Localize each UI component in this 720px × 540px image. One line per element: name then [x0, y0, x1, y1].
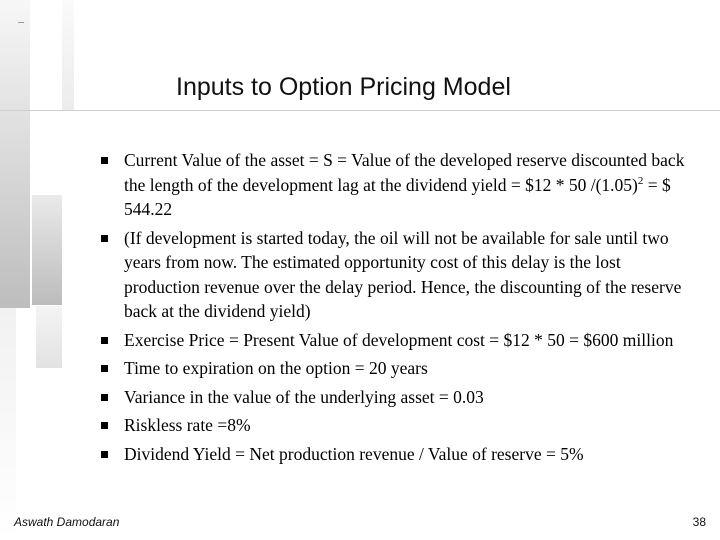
- bullet-square-icon: [101, 365, 108, 372]
- bullet-item: [98, 442, 698, 467]
- footer-author: Aswath Damodaran: [14, 515, 120, 529]
- bullet-item: [98, 226, 698, 324]
- bullet-list: [98, 148, 698, 470]
- bullet-square-icon: [101, 337, 108, 344]
- bullet-item: [98, 356, 698, 381]
- superscript: 2: [637, 174, 644, 187]
- title-divider: [0, 110, 720, 111]
- slide-title: Inputs to Option Pricing Model: [176, 73, 511, 101]
- decorative-tick: [18, 22, 24, 23]
- decorative-bar: [62, 0, 74, 110]
- bullet-text: = $ 544.22: [124, 174, 671, 219]
- bullet-text: Exercise Price = Present Value of development cost = $12 * 50 = $600 million: [124, 329, 674, 350]
- bullet-text: Current Value of the asset = S = Value of the developed reserve discounted back the length of the development lag at the dividend yield = $12 * 50 /(1.05): [124, 150, 685, 195]
- bullet-item: [98, 385, 698, 410]
- bullet-square-icon: [101, 422, 108, 429]
- bullet-text: Variance in the value of the underlying asset = 0.03: [124, 386, 484, 407]
- bullet-text: (If development is started today, the oil will not be available for sale until two years from now. The estimated opportunity cost of this delay is the lost production revenue over the delay period. Hence, the discounting of the reserve back at the dividend yield): [124, 227, 682, 321]
- bullet-square-icon: [101, 451, 108, 458]
- decorative-bar: [0, 0, 30, 308]
- bullet-square-icon: [101, 157, 108, 164]
- bullet-square-icon: [101, 235, 108, 242]
- bullet-item: [98, 413, 698, 438]
- bullet-text: Riskless rate =8%: [124, 415, 251, 435]
- page-number: 38: [692, 515, 706, 529]
- decorative-bar: [32, 195, 62, 305]
- bullet-text: Time to expiration on the option = 20 years: [124, 358, 428, 378]
- bullet-square-icon: [101, 394, 108, 401]
- bullet-text: Dividend Yield = Net production revenue / Value of reserve = 5%: [124, 443, 584, 464]
- bullet-item: [98, 328, 698, 353]
- decorative-bar: [36, 306, 62, 368]
- bullet-item: [98, 148, 698, 222]
